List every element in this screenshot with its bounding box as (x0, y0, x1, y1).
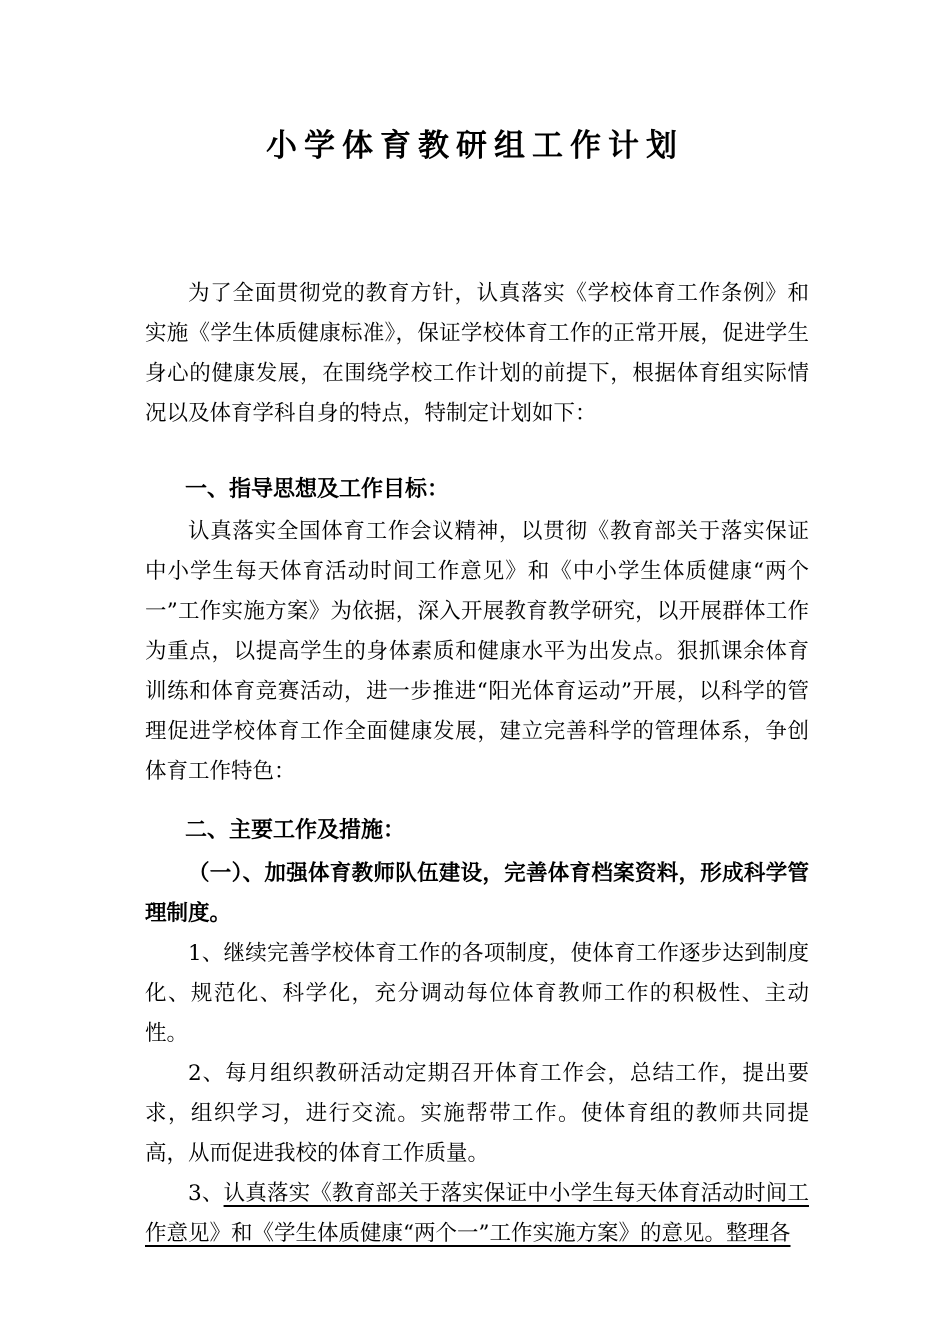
section-2-subheading: （一）、加强体育教师队伍建设，完善体育档案资料，形成科学管理制度。 (145, 861, 809, 926)
item-3-number: 3、 (188, 1181, 224, 1206)
section-2-item-3 (145, 1174, 809, 1254)
section-2-heading: 二、主要工作及措施： (185, 817, 406, 843)
section-2-item-2: 2、每月组织教研活动定期召开体育工作会，总结工作，提出要求，组织学习，进行交流。实施帮带工作。使体育组的教师共同提高，从而促进我校的体育工作质量。 (145, 1061, 809, 1166)
section-1-heading: 一、指导思想及工作目标： (185, 476, 450, 502)
document-body (145, 274, 809, 1254)
section-2-item-1: 1、继续完善学校体育工作的各项制度，使体育工作逐步达到制度化、规范化、科学化，充分调动每位体育教师工作的积极性、主动性。 (145, 941, 809, 1046)
document-title: 小学体育教研组工作计划 (266, 128, 684, 164)
intro-paragraph: 为了全面贯彻党的教育方针，认真落实《学校体育工作条例》和实施《学生体质健康标准》，保证学校体育工作的正常开展，促进学生身心的健康发展，在围绕学校工作计划的前提下，根据体育组实际情况以及体育学科自身的特点，特制定计划如下： (145, 281, 809, 426)
item-3-underlined-text: 认真落实《教育部关于落实保证中小学生每天体育活动时间工作意见》和《学生体质健康“两个一”工作实施方案》的意见。整理各 (145, 1181, 809, 1246)
section-1-paragraph: 认真落实全国体育工作会议精神，以贯彻《教育部关于落实保证中小学生每天体育活动时间工作意见》和《中小学生体质健康“两个一”工作实施方案》为依据，深入开展教育教学研究，以开展群体工作为重点，以提高学生的身体素质和健康水平为出发点。狠抓课余体育训练和体育竞赛活动，进一步推进“阳光体育运动”开展，以科学的管理促进学校体育工作全面健康发展，建立完善科学的管理体系，争创体育工作特色： (145, 519, 809, 784)
